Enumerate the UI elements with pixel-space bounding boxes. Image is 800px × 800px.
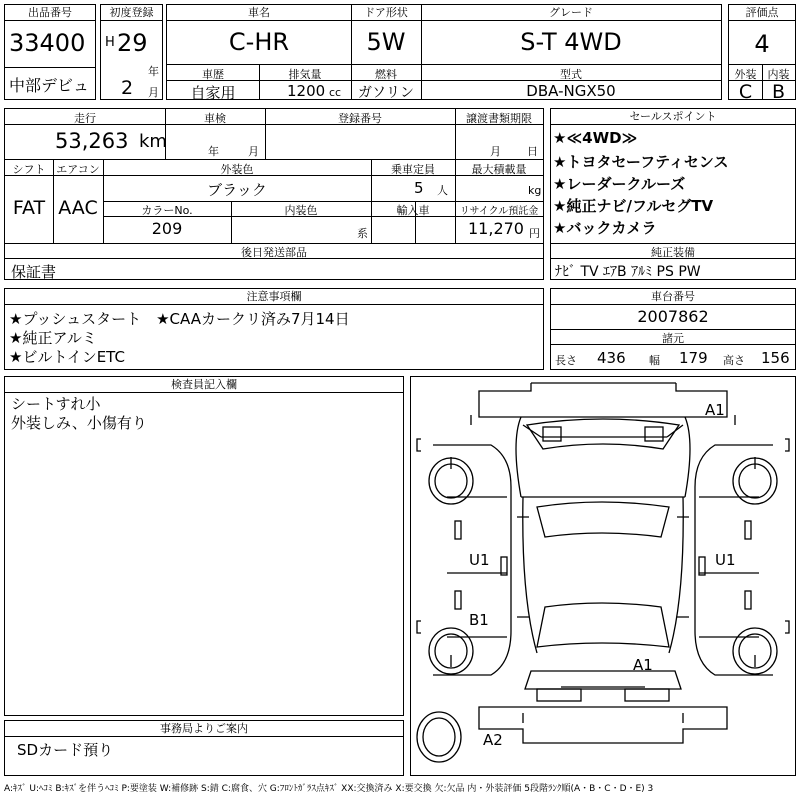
mark-b1-left: B1 bbox=[469, 611, 489, 629]
displacement-unit: cc bbox=[329, 86, 342, 99]
capacity-label: 乗車定員 bbox=[391, 163, 435, 176]
grade: S-T 4WD bbox=[520, 28, 622, 56]
reg-month-unit: 月 bbox=[148, 86, 159, 99]
exterior-color-label: 外装色 bbox=[220, 163, 254, 176]
recycle: 11,270 bbox=[468, 219, 524, 238]
specs-box bbox=[4, 108, 544, 280]
recycle-unit: 円 bbox=[529, 227, 540, 240]
later-parts-label: 後日発送部品 bbox=[241, 246, 307, 259]
lot-box bbox=[4, 4, 96, 100]
car-name-label: 車名 bbox=[167, 5, 351, 21]
height: 156 bbox=[761, 349, 790, 367]
load-unit: kg bbox=[528, 184, 542, 197]
notes-label: 注意事項欄 bbox=[5, 289, 543, 305]
main-info-box bbox=[166, 4, 722, 100]
capacity: 5 bbox=[414, 179, 424, 197]
note-line-2: ★純正アルミ bbox=[9, 329, 97, 347]
sales-point-4: ★純正ナビ/フルセグTV bbox=[553, 197, 714, 215]
sales-points-box bbox=[550, 108, 796, 280]
lot-number: 33400 bbox=[9, 29, 86, 57]
capacity-unit: 人 bbox=[437, 184, 448, 197]
int-score: B bbox=[771, 81, 786, 103]
plate-label: 登録番号 bbox=[338, 112, 382, 125]
length: 436 bbox=[597, 349, 626, 367]
sales-points-label: セールスポイント bbox=[551, 109, 795, 125]
damage-legend: A:ｷｽﾞ U:ﾍｺﾐ B:ｷｽﾞを伴うﾍｺﾐ P:要塗装 W:補修跡 S:錆 C:腐食、穴 G:ﾌﾛﾝﾄｶﾞﾗｽ点ｷｽﾞ XX:交換済み X:要交換 欠:欠品 内・外装評価 5段階ﾗﾝｸ順(A・B・C・D・E) 3 bbox=[4, 784, 654, 794]
inspector-line-2: 外装しみ、小傷有り bbox=[11, 414, 147, 432]
car-outline-svg bbox=[411, 377, 795, 775]
notes-box bbox=[4, 288, 544, 370]
reg-label: 初度登録 bbox=[101, 5, 162, 21]
mark-a1-front: A1 bbox=[705, 401, 725, 419]
note-line-3: ★ビルトインETC bbox=[9, 348, 125, 366]
mileage-label: 走行 bbox=[74, 112, 96, 125]
int-score-label: 内装 bbox=[767, 68, 790, 81]
office-box bbox=[4, 720, 404, 776]
transfer-month-unit: 月 bbox=[490, 145, 501, 158]
chassis-label: 車台番号 bbox=[551, 289, 795, 305]
ac: AAC bbox=[58, 197, 98, 219]
vehicle-diagram bbox=[410, 376, 796, 776]
sales-point-5: ★バックカメラ bbox=[553, 219, 657, 237]
width-label: 幅 bbox=[649, 354, 660, 367]
length-label: 長さ bbox=[555, 354, 577, 367]
reg-month: 2 bbox=[121, 77, 134, 99]
equipment: ﾅﾋﾞ TV ｴｱB ｱﾙﾐ PS PW bbox=[555, 264, 701, 280]
shift-label: シフト bbox=[12, 163, 46, 176]
chassis-box bbox=[550, 288, 796, 370]
model-label: 型式 bbox=[560, 68, 582, 81]
mileage: 53,263 bbox=[55, 129, 129, 153]
inspector-box bbox=[4, 376, 404, 716]
ext-score-label: 外装 bbox=[734, 68, 757, 81]
interior-color-unit: 系 bbox=[357, 227, 368, 240]
mileage-unit: km bbox=[139, 131, 167, 152]
history-label: 車歴 bbox=[202, 68, 224, 81]
mark-u1-left: U1 bbox=[469, 551, 490, 569]
lot-note: 中部デビュ bbox=[9, 76, 90, 95]
model-code: DBA-NGX50 bbox=[526, 82, 616, 100]
lot-label: 出品番号 bbox=[5, 5, 95, 21]
dims-label: 諸元 bbox=[662, 332, 684, 345]
transfer-label: 譲渡書類期限 bbox=[466, 112, 532, 125]
later-parts: 保証書 bbox=[11, 263, 57, 281]
mark-a2: A2 bbox=[483, 731, 503, 749]
recycle-label: リサイクル預託金 bbox=[459, 206, 539, 217]
history: 自家用 bbox=[190, 84, 236, 102]
height-label: 高さ bbox=[723, 354, 745, 367]
grade-label: グレード bbox=[421, 5, 721, 21]
door-type: 5W bbox=[366, 28, 406, 56]
reg-year-unit: 年 bbox=[148, 65, 159, 78]
car-name: C-HR bbox=[228, 28, 290, 56]
sales-point-1: ★≪4WD≫ bbox=[553, 129, 638, 147]
score-label: 評価点 bbox=[729, 5, 795, 21]
color-no: 209 bbox=[151, 219, 183, 238]
inspector-line-1: シートすれ小 bbox=[11, 395, 101, 413]
score-box bbox=[728, 4, 796, 103]
note-line-1: ★プッシュスタート ★CAAカークリ済み7月14日 bbox=[9, 310, 350, 328]
door-label: ドア形状 bbox=[351, 5, 421, 21]
width: 179 bbox=[679, 349, 708, 367]
ext-score: C bbox=[738, 81, 753, 103]
displacement: 1200 bbox=[287, 82, 326, 100]
reg-year: 29 bbox=[117, 29, 148, 57]
reg-era: H bbox=[105, 35, 115, 50]
score: 4 bbox=[754, 30, 770, 58]
inspector-label: 検査員記入欄 bbox=[5, 377, 403, 393]
fuel-label: 燃料 bbox=[375, 68, 397, 81]
office-note: SDカード預り bbox=[17, 741, 114, 759]
ac-label: エアコン bbox=[56, 163, 100, 176]
reg-box bbox=[100, 4, 163, 100]
load-label: 最大積載量 bbox=[471, 163, 527, 176]
transfer-day-unit: 日 bbox=[527, 145, 538, 158]
equipment-label: 純正装備 bbox=[651, 246, 695, 259]
inspection-year-unit: 年 bbox=[208, 145, 219, 158]
import-label: 輸入車 bbox=[396, 204, 430, 217]
office-label: 事務局よりご案内 bbox=[5, 721, 403, 737]
interior-color-label: 内装色 bbox=[284, 204, 318, 217]
displacement-label: 排気量 bbox=[288, 68, 322, 81]
sales-point-2: ★トヨタセーフティセンス bbox=[553, 153, 729, 171]
inspection-month-unit: 月 bbox=[248, 145, 259, 158]
inspection-label: 車検 bbox=[204, 112, 226, 125]
color-no-label: カラーNo. bbox=[141, 204, 193, 217]
sales-point-3: ★レーダークルーズ bbox=[553, 175, 686, 193]
exterior-color: ブラック bbox=[207, 181, 267, 199]
shift: FAT bbox=[12, 197, 46, 219]
mark-a1-rear: A1 bbox=[633, 656, 653, 674]
fuel: ガソリン bbox=[358, 85, 414, 101]
chassis-number: 2007862 bbox=[637, 307, 709, 326]
mark-u1-right: U1 bbox=[715, 551, 736, 569]
